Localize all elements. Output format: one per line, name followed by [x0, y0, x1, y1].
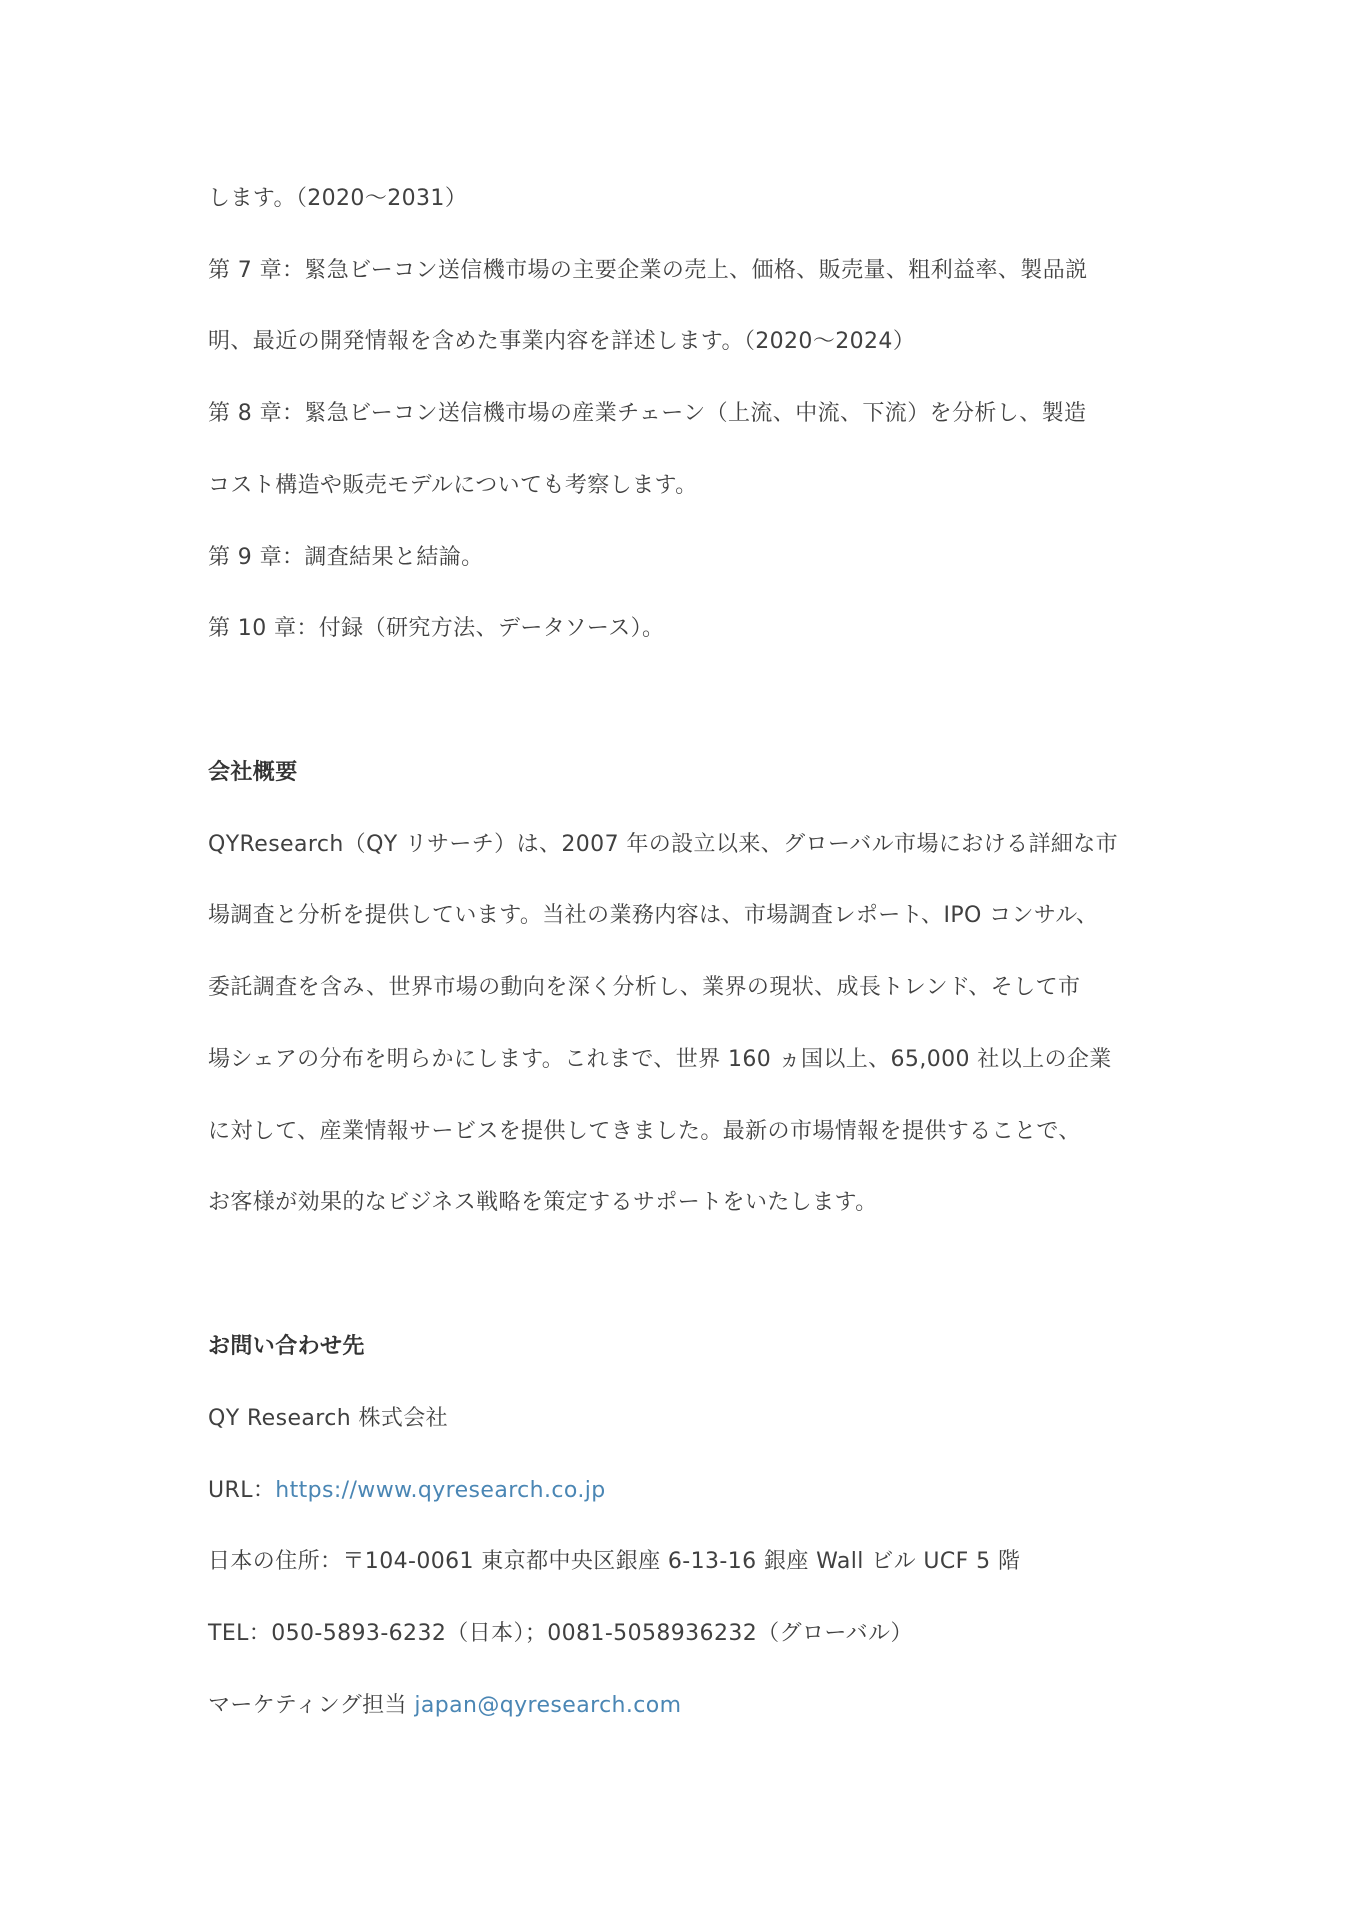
company-overview-line-5: に対して、産業情報サービスを提供してきました。最新の市場情報を提供することで、 — [208, 1119, 1081, 1144]
website-link[interactable]: https://www.qyresearch.co.jp — [275, 1478, 606, 1503]
chapter-7-line-1: 第 7 章：緊急ビーコン送信機市場の主要企業の売上、価格、販売量、粗利益率、製品説 — [208, 258, 1088, 283]
contact-marketing-row — [208, 1691, 681, 1721]
chapter-8-line-2: コスト構造や販売モデルについても考察します。 — [208, 473, 698, 498]
email-link[interactable]: japan@qyresearch.com — [414, 1693, 682, 1718]
contact-tel: TEL：050-5893-6232（日本）；0081-5058936232（グローバル） — [208, 1621, 913, 1646]
chapter-8-line-1: 第 8 章：緊急ビーコン送信機市場の産業チェーン（上流、中流、下流）を分析し、製造 — [208, 401, 1087, 426]
chapter-6-continuation: します。（2020～2031） — [208, 186, 468, 211]
contact-url-row — [208, 1476, 606, 1506]
company-overview-line-2: 場調査と分析を提供しています。当社の業務内容は、市場調査レポート、IPO コンサル、 — [208, 903, 1099, 928]
contact-company-name: QY Research 株式会社 — [208, 1406, 449, 1431]
company-overview-line-1: QYResearch（QY リサーチ）は、2007 年の設立以来、グローバル市場における詳細な市 — [208, 832, 1119, 857]
chapter-9: 第 9 章：調査結果と結論。 — [208, 545, 484, 570]
company-overview-line-3: 委託調査を含み、世界市場の動向を深く分析し、業界の現状、成長トレンド、そして市 — [208, 975, 1081, 1000]
company-overview-line-6: お客様が効果的なビジネス戦略を策定するサポートをいたします。 — [208, 1190, 878, 1215]
chapter-7-line-2: 明、最近の開発情報を含めた事業内容を詳述します。（2020～2024） — [208, 329, 916, 354]
marketing-label: マーケティング担当 — [208, 1693, 415, 1718]
company-overview-line-4: 場シェアの分布を明らかにします。これまで、世界 160 ヵ国以上、65,000 社以上の企業 — [208, 1047, 1112, 1072]
contact-address: 日本の住所：〒104-0061 東京都中央区銀座 6-13-16 銀座 Wall ビル UCF 5 階 — [208, 1549, 1021, 1574]
chapter-10: 第 10 章：付録（研究方法、データソース）。 — [208, 616, 665, 641]
contact-heading: お問い合わせ先 — [208, 1334, 365, 1359]
company-overview-heading: 会社概要 — [208, 760, 298, 785]
url-label: URL： — [208, 1478, 276, 1503]
